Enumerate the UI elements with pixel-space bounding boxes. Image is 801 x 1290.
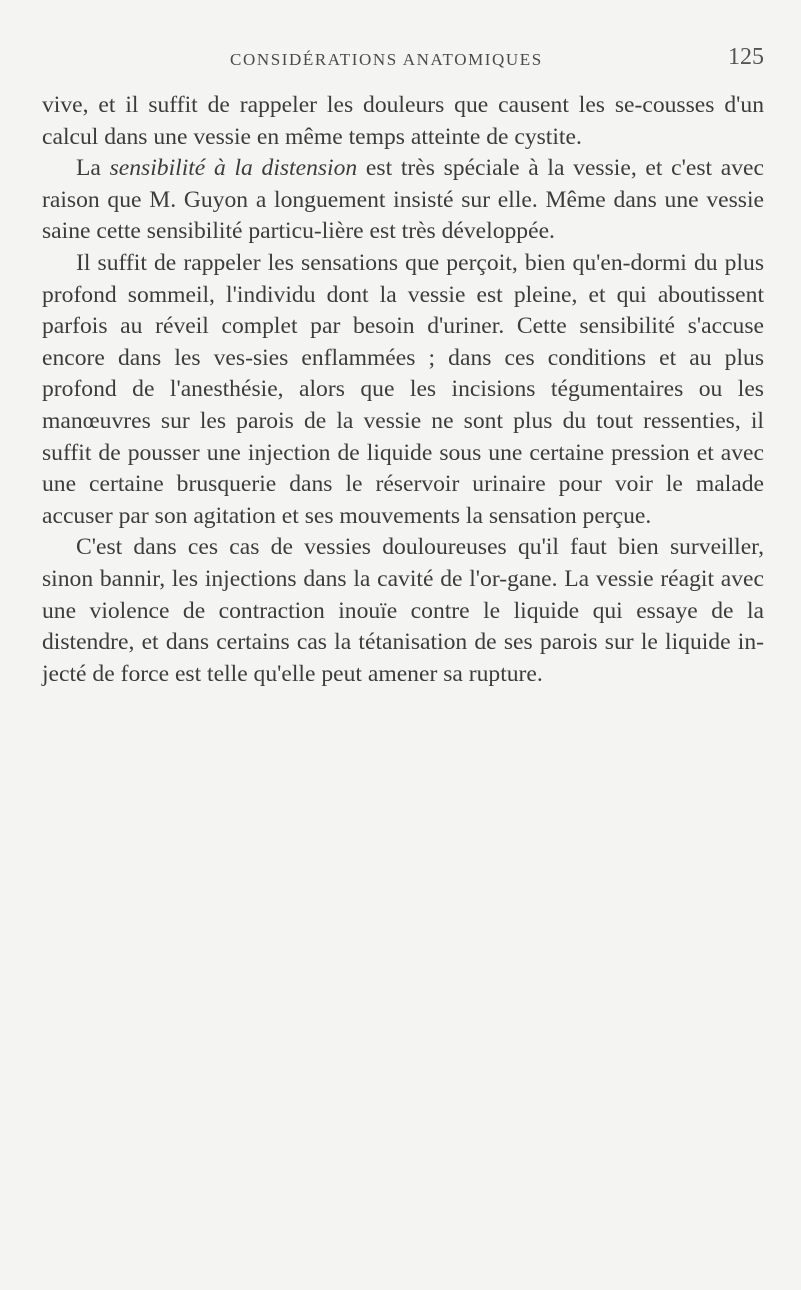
paragraph-lead: La [76,155,110,182]
running-header [40,44,764,76]
paragraph-continuation: vive, et il suffit de rappeler les douleurs que causent les se-cousses d'un calcul dans une vessie en même temps atteinte de cystite. [42,92,764,150]
paragraph-vessies-douloureuses: C'est dans ces cas de vessies douloureuses qu'il faut bien surveiller, sinon bannir, les injections dans la cavité de l'or-gane. La vessie réagit avec une violence de contraction inouïe contre le liquide qui essaye de la distendre, et dans certains cas la tétanisation de ses parois sur le liquide in-jecté de force est telle qu'elle peut amener sa rupture. [42,534,764,687]
page-number: 125 [728,44,764,70]
italic-term: sensibilité à la distension [109,155,358,182]
paragraph-sensibilite [42,153,764,248]
paragraph-sensations: Il suffit de rappeler les sensations que perçoit, bien qu'en-dormi du plus profond sommeil, l'individu dont la vessie est pleine, et qui aboutissent parfois au réveil complet par besoin d'uriner. Cette sensibilité s'accuse encore dans les ves-sies enflammées ; dans ces conditions et au plus profond de l'anesthésie, alors que les incisions tégumentaires ou les manœuvres sur les parois de la vessie ne sont plus du tout ressenties, il suffit de pousser une injection de liquide sous une certaine pression et avec une certaine brusquerie dans le réservoir urinaire pour voir le malade accuser par son agitation et ses mouvements la sensation perçue. [42,249,764,529]
paragraph-rest: est très spéciale à la vessie, et c'est avec raison que M. Guyon a longuement insisté sur elle. Même dans une vessie saine cette sensibilité particu-lière est très développée. [42,155,764,245]
running-title: CONSIDÉRATIONS ANATOMIQUES [230,50,543,69]
body-text [42,90,764,690]
